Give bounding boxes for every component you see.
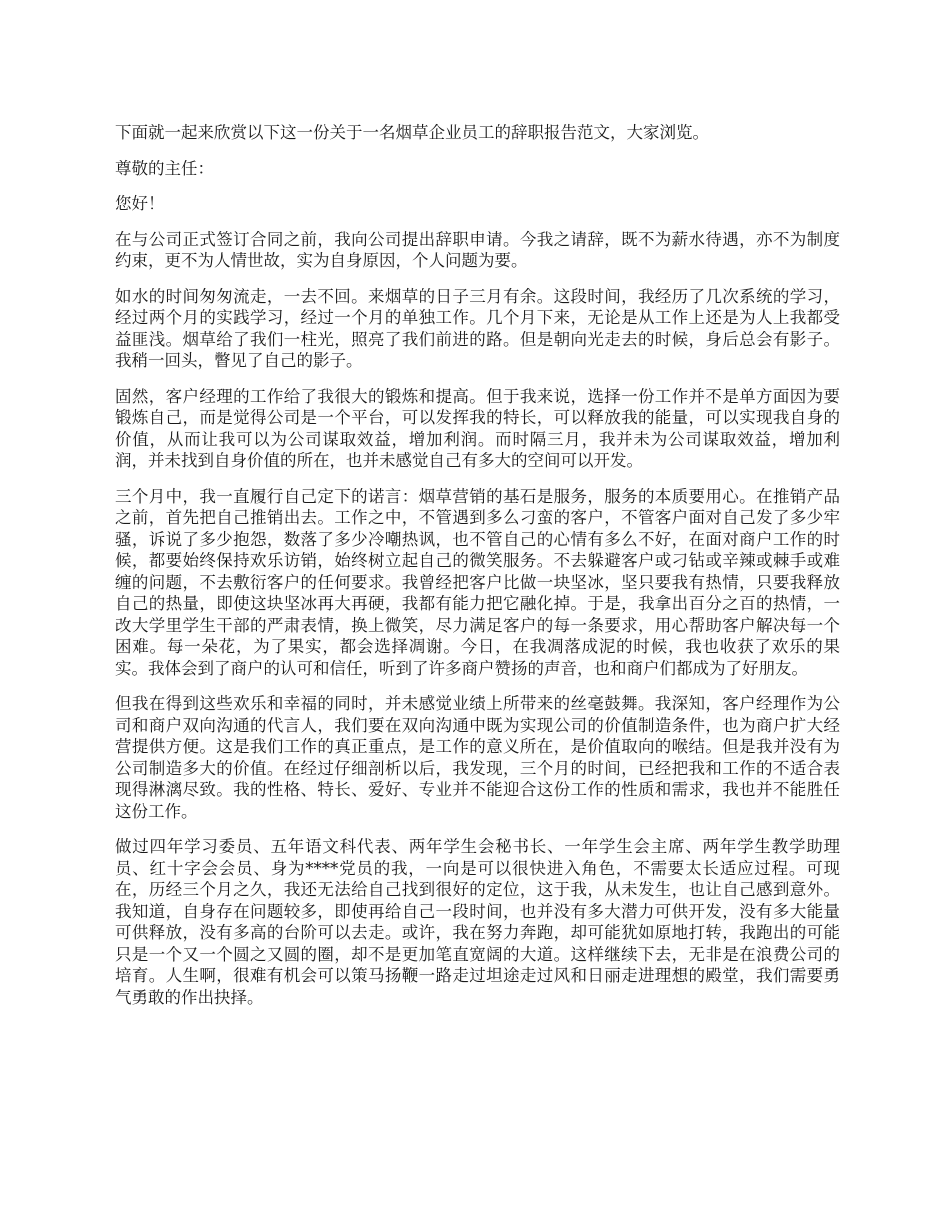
body-paragraph: 在与公司正式签订合同之前，我向公司提出辞职申请。今我之请辞，既不为薪水待遇，亦不为制度约束，更不为人情世故，实为自身原因，个人问题为要。 xyxy=(115,229,840,270)
body-paragraph: 如水的时间匆匆流走，一去不回。来烟草的日子三月有余。这段时间，我经历了几次系统的学习，经过两个月的实践学习，经过一个月的单独工作。几个月下来，无论是从工作上还是为人上我都受益匪浅。烟草给了我们一柱光，照亮了我们前进的路。但是朝向光走去的时候，身后总会有影子。我稍一回头，瞥见了自己的影子。 xyxy=(115,286,840,370)
salutation: 尊敬的主任： xyxy=(115,158,214,178)
body-paragraph: 但我在得到这些欢乐和幸福的同时，并未感觉业绩上所带来的丝毫鼓舞。我深知，客户经理作为公司和商户双向沟通的代言人，我们要在双向沟通中既为实现公司的价值制造条件，也为商户扩大经营提供方便。这是我们工作的真正重点，是工作的意义所在，是价值取向的喉结。但是我并没有为公司制造多大的价值。在经过仔细剖析以后，我发现，三个月的时间，已经把我和工作的不适合表现得淋漓尽致。我的性格、特长、爱好、专业并不能迎合这份工作的性质和需求，我也并不能胜任这份工作。 xyxy=(115,694,840,821)
greeting: 您好！ xyxy=(115,194,165,213)
document-body xyxy=(115,122,840,1022)
body-paragraph: 做过四年学习委员、五年语文科代表、两年学生会秘书长、一年学生会主席、两年学生教学助理员、红十字会会员、身为****党员的我，一向是可以很快进入角色，不需要太长适应过程。可现在，历经三个月之久，我还无法给自己找到很好的定位，这于我，从未发生，也让自己感到意外。我知道，自身存在问题较多，即使再给自己一段时间，也并没有多大潜力可供开发，没有多大能量可供释放，没有多高的台阶可以去走。或许，我在努力奔跑，却可能犹如原地打转，我跑出的可能只是一个又一个圆之又圆的圈，却不是更加笔直宽阔的大道。这样继续下去，无非是在浪费公司的培育。人生啊，很难有机会可以策马扬鞭一路走过坦途走过风和日丽走进理想的殿堂，我们需要勇气勇敢的作出抉择。 xyxy=(115,837,840,1007)
body-paragraph: 固然，客户经理的工作给了我很大的锻炼和提高。但于我来说，选择一份工作并不是单方面因为要锻炼自己，而是觉得公司是一个平台，可以发挥我的特长，可以释放我的能量，可以实现我自身的价值，从而让我可以为公司谋取效益，增加利润。而时隔三月，我并未为公司谋取效益，增加利润，并未找到自身价值的所在，也并未感觉自己有多大的空间可以开发。 xyxy=(115,386,840,470)
intro-paragraph: 下面就一起来欣赏以下这一份关于一名烟草企业员工的辞职报告范文，大家浏览。 xyxy=(115,123,709,142)
body-paragraph: 三个月中，我一直履行自己定下的诺言：烟草营销的基石是服务，服务的本质要用心。在推销产品之前，首先把自己推销出去。工作之中，不管遇到多么刁蛮的客户，不管客户面对自己发了多少牢骚，诉说了多少抱怨，数落了多少冷嘲热讽，也不管自己的心情有多么不好，在面对商户工作的时候，都要始终保持欢乐访销，始终树立起自己的微笑服务。不去躲避客户或刁钻或辛辣或棘手或难缠的问题，不去敷衍客户的任何要求。我曾经把客户比做一块坚冰，坚只要我有热情，只要我释放自己的热量，即使这块坚冰再大再硬，我都有能力把它融化掉。于是，我拿出百分之百的热情，一改大学里学生干部的严肃表情，换上微笑，尽力满足客户的每一条要求，用心帮助客户解决每一个困难。每一朵花，为了果实，都会选择凋谢。今日，在我凋落成泥的时候，我也收获了欢乐的果实。我体会到了商户的认可和信任，听到了许多商户赞扬的声音，也和商户们都成为了好朋友。 xyxy=(115,486,840,678)
